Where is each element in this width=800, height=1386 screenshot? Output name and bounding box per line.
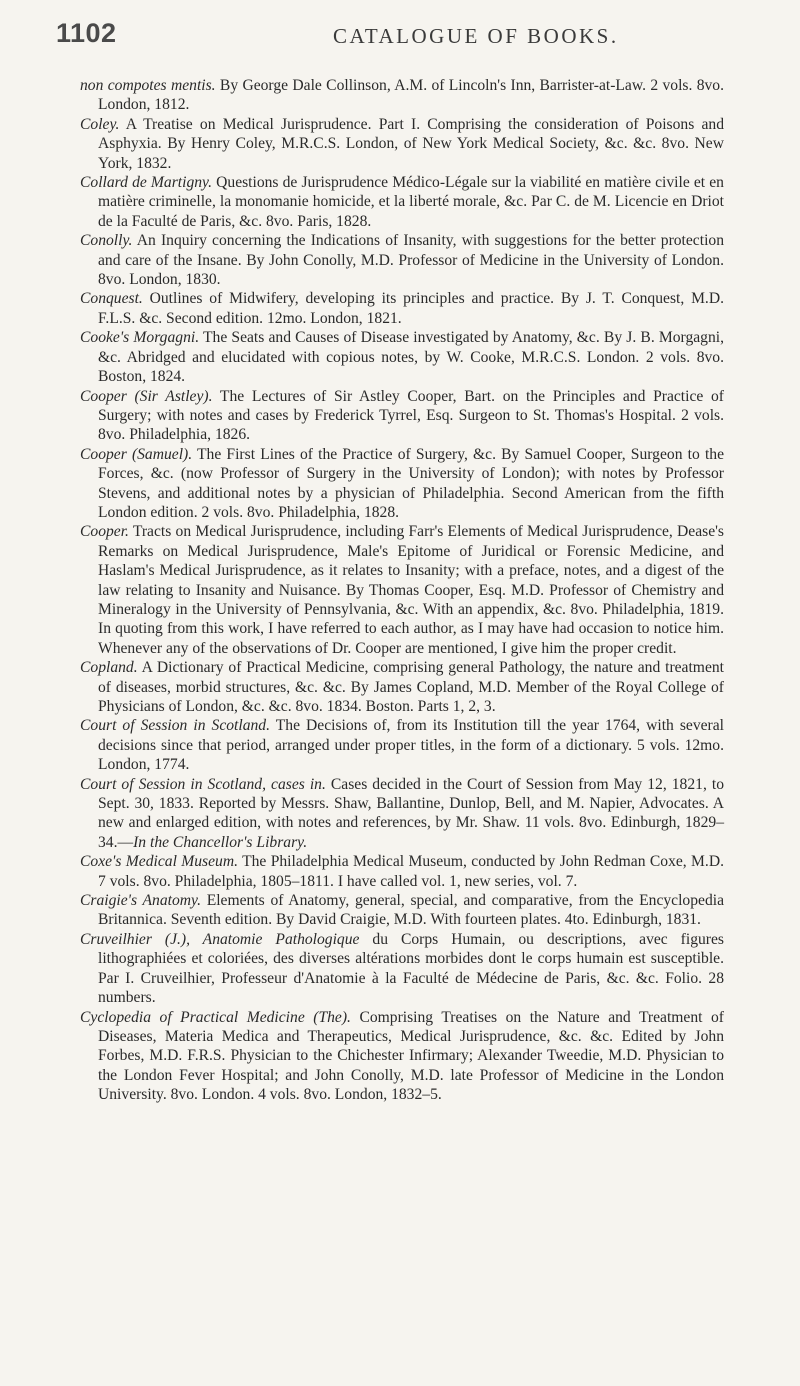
entry-heading: Copland. [80, 659, 138, 677]
catalogue-entry [80, 1008, 724, 1105]
entry-text: Cases decided in the Court of Session from May 12, 1821, to Sept. 30, 1833. Reported by Messrs. Shaw, Ballantine, Dunlop, Bell, and M. Napier, Advocates. A new and enlarged edition, with notes and references, by Mr. Shaw. 11 vols. 8vo. Edinburgh, 1829–34.— [98, 775, 724, 851]
page-number: 1102 [56, 18, 117, 48]
entry-text: By George Dale Collinson, A.M. of Lincoln's Inn, Barrister-at-Law. 2 vols. 8vo. London, 1812. [98, 77, 724, 114]
catalogue-entry [80, 716, 724, 774]
entry-text: du Corps Humain, ou descriptions, avec figures lithographiées et coloriées, des diverses altérations morbides dont le corps humain est susceptible. Par I. Cruveilhier, Professeur d'Anatomie à la Faculté de Médecine de Paris, &c. &c. Folio. 28 numbers. [98, 930, 724, 1007]
entry-text: Outlines of Midwifery, developing its principles and practice. By J. T. Conquest, M.D. F.L.S. &c. Second edition. 12mo. London, 1821. [98, 290, 724, 327]
entry-text: Tracts on Medical Jurisprudence, including Farr's Elements of Medical Jurisprudence, Dease's Remarks on Medical Jurisprudence, Male's Epitome of Juridical or Forensic Medicine, and Haslam's Medical Jurisprudence, as it relates to Insanity; with a preface, notes, and a digest of the law relating to Insanity and Nuisance. By Thomas Cooper, Esq. M.D. Professor of Chemistry and Mineralogy in the University of Pennsylvania, &c. With an appendix, &c. 8vo. Philadelphia, 1819. In quoting from this work, I have referred to each author, as I may have had occasion to notice him. Whenever any of the observations of Dr. Cooper are mentioned, I give him the proper credit. [98, 523, 724, 657]
catalogue-entry [80, 522, 724, 658]
entry-heading: Court of Session in Scotland, cases in. [80, 775, 326, 793]
entry-text: Comprising Treatises on the Nature and Treatment of Diseases, Materia Medica and Therapeutics, Medical Jurisprudence, &c. &c. Edited by John Forbes, M.D. F.R.S. Physician to the Chichester Infirmary; Alexander Tweedie, M.D. Physician to the London Fever Hospital; and John Conolly, M.D. late Professor of Medicine in the London University. 8vo. London. 4 vols. 8vo. London, 1832–5. [98, 1008, 724, 1104]
catalogue-entry [80, 231, 724, 289]
entry-heading: non compotes mentis. [80, 77, 216, 94]
entry-heading: Cruveilhier (J.), Anatomie Pathologique [80, 930, 360, 948]
catalogue-entry [80, 387, 724, 445]
catalogue-entry [80, 115, 724, 173]
entry-text: The Seats and Causes of Disease investigated by Anatomy, &c. By J. B. Morgagni, &c. Abridged and elucidated with copious notes, by W. Cooke, M.R.C.S. London. 2 vols. 8vo. Boston, 1824. [98, 329, 724, 386]
entry-heading: Craigie's Anatomy. [80, 892, 201, 910]
entry-text: Questions de Jurisprudence Médico-Légale sur la viabilité en matière civile et en matière criminelle, la monomanie homicide, et la liberté morale, &c. Par C. de M. Licencie en Driot de la Faculté de Paris, &c. 8vo. Paris, 1828. [98, 174, 724, 230]
catalogue-entry [80, 289, 724, 328]
catalogue-entry [80, 930, 724, 1008]
entry-heading: Coxe's Medical Museum. [80, 853, 238, 871]
entry-text: The Decisions of, from its Institution till the year 1764, with several decisions since that period, arranged under proper titles, in the form of a dictionary. 5 vols. 12mo. London, 1774. [98, 717, 725, 774]
entry-text: The Lectures of Sir Astley Cooper, Bart. on the Principles and Practice of Surgery; with notes and cases by Frederick Tyrrel, Esq. Surgeon to St. Thomas's Hospital. 2 vols. 8vo. Philadelphia, 1826. [98, 387, 724, 444]
entry-heading: Cooper (Samuel). [80, 445, 193, 463]
entry-text: An Inquiry concerning the Indications of Insanity, with suggestions for the better protection and care of the Insane. By John Conolly, M.D. Professor of Medicine in the University of London. 8vo. London, 1830. [98, 232, 724, 289]
entry-heading: Coley. [80, 115, 120, 133]
entry-heading: Cyclopedia of Practical Medicine (The). [80, 1008, 351, 1026]
entry-heading: Conquest. [80, 290, 143, 308]
entry-heading: Cooke's Morgagni. [80, 329, 200, 347]
entry-heading: Collard de Martigny. [80, 174, 212, 192]
catalogue-entry [80, 76, 724, 115]
entry-text: Elements of Anatomy, general, special, and comparative, from the Encyclopedia Britannica. Seventh edition. By David Craigie, M.D. With fourteen plates. 4to. Edinburgh, 1831. [98, 892, 724, 929]
catalogue-entry [80, 445, 724, 523]
catalogue-entry [80, 328, 724, 386]
entry-heading: Conolly. [80, 232, 133, 250]
running-title: CATALOGUE OF BOOKS. [333, 24, 619, 48]
catalogue-entry [80, 891, 724, 930]
entry-text: The Philadelphia Medical Museum, conducted by John Redman Coxe, M.D. 7 vols. 8vo. Philadelphia, 1805–1811. I have called vol. 1, new series, vol. 7. [98, 853, 724, 890]
entry-text: The First Lines of the Practice of Surgery, &c. By Samuel Cooper, Surgeon to the Forces, &c. (now Professor of Surgery in the University of London); with notes by Professor Stevens, and additional notes by a physician of Philadelphia. Second American from the fifth London edition. 2 vols. 8vo. Philadelphia, 1828. [98, 445, 724, 521]
entry-heading: Cooper (Sir Astley). [80, 387, 213, 405]
entry-library-note: In the Chancellor's Library. [133, 833, 308, 851]
catalogue-entries [80, 76, 724, 1105]
entry-heading: Cooper. [80, 523, 129, 541]
catalogue-entry [80, 775, 724, 853]
entry-text: A Treatise on Medical Jurisprudence. Part I. Comprising the consideration of Poisons and Asphyxia. By Henry Coley, M.R.C.S. London, of New York Medical Society, &c. &c. 8vo. New York, 1832. [98, 115, 724, 172]
catalogue-entry [80, 658, 724, 716]
entry-heading: Court of Session in Scotland. [80, 717, 271, 735]
page-header [56, 14, 724, 56]
catalogue-entry [80, 852, 724, 891]
catalogue-entry [80, 173, 724, 231]
entry-text: A Dictionary of Practical Medicine, comprising general Pathology, the nature and treatment of diseases, morbid structures, &c. &c. By James Copland, M.D. Member of the Royal College of Physicians of London, &c. &c. 8vo. 1834. Boston. Parts 1, 2, 3. [98, 659, 724, 715]
